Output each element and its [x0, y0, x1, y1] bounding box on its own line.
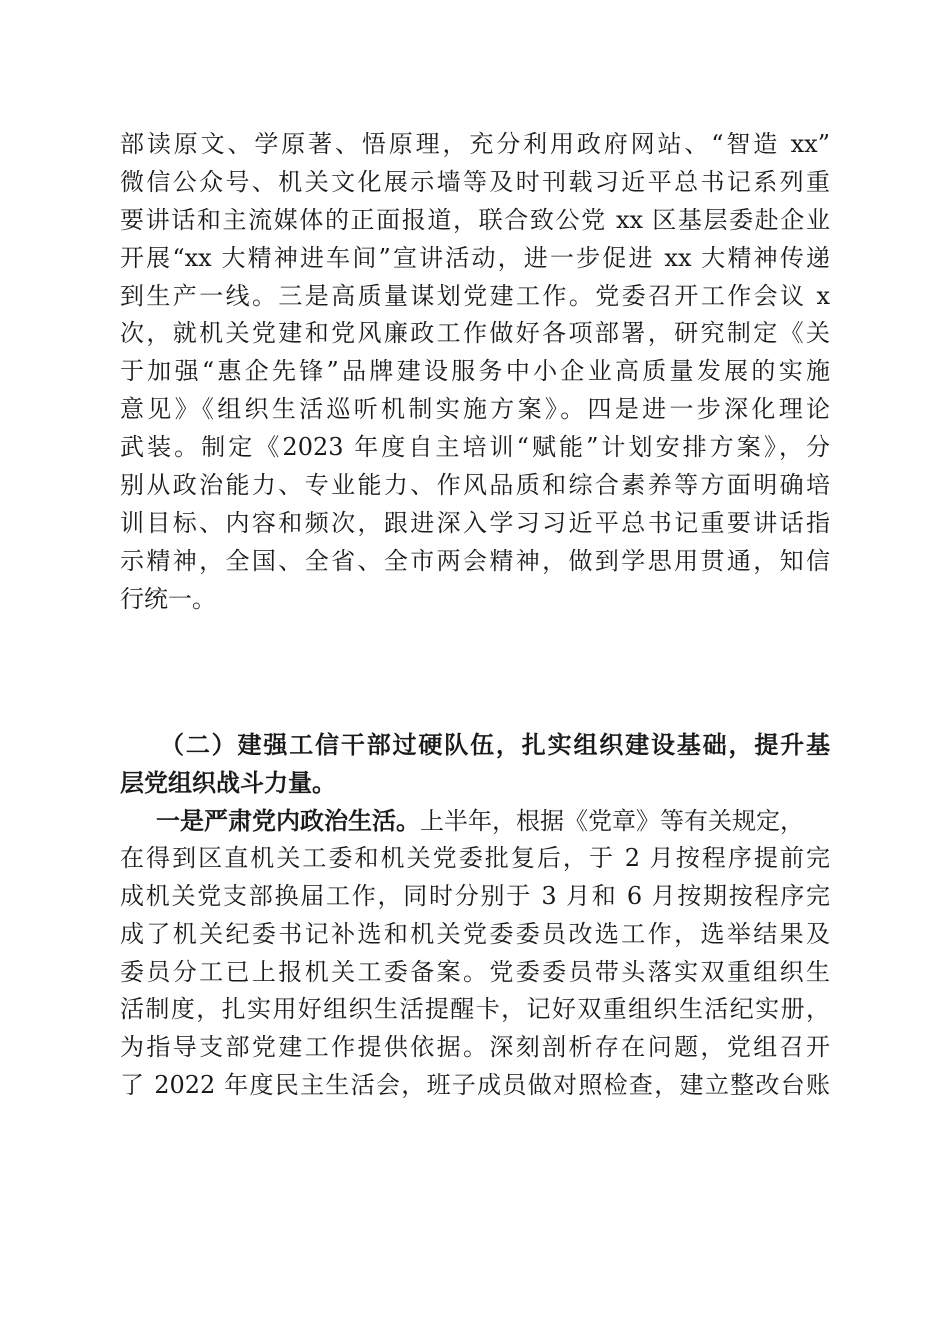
- text-line-first: [120, 802, 830, 840]
- text-line: 到生产一线。三是高质量谋划党建工作。党委召开工作会议 x: [120, 281, 830, 310]
- heading-line: 层党组织战斗力量。: [120, 767, 336, 797]
- text-line: 活制度，扎实用好组织生活提醒卡，记好双重组织生活纪实册，: [120, 995, 830, 1024]
- text-line: 在得到区直机关工委和机关党委批复后，于 2 月按程序提前完: [120, 843, 830, 872]
- text-line: 了 2022 年度民主生活会，班子成员做对照检查，建立整改台账: [120, 1071, 830, 1100]
- text-line: 开展“xx 大精神进车间”宣讲活动，进一步促进 xx 大精神传递: [120, 243, 830, 272]
- text-line: 意见》《组织生活巡听机制实施方案》。四是进一步深化理论: [120, 395, 830, 424]
- section-heading: [120, 726, 830, 802]
- text-line: 武装。制定《2023 年度自主培训“赋能”计划安排方案》，分: [120, 433, 830, 462]
- lead-continuation: 上半年，根据《党章》等有关规定，: [420, 807, 804, 835]
- text-line: 为指导支部党建工作提供依据。深刻剖析存在问题，党组召开: [120, 1033, 830, 1062]
- paragraph-continuation: [120, 126, 830, 619]
- text-line: 部读原文、学原著、悟原理，充分利用政府网站、“智造 xx”: [120, 130, 830, 158]
- heading-line: （二）建强工信干部过硬队伍，扎实组织建设基础，提升基: [160, 730, 830, 759]
- paragraph-body: [120, 802, 830, 1105]
- text-line: 行统一。: [120, 584, 216, 613]
- lead-phrase: 一是严肃党内政治生活。: [156, 806, 420, 835]
- text-line: 别从政治能力、专业能力、作风品质和综合素养等方面明确培: [120, 471, 830, 500]
- text-line: 成了机关纪委书记补选和机关党委委员改选工作，选举结果及: [120, 919, 830, 948]
- text-line: 次，就机关党建和党风廉政工作做好各项部署，研究制定《关: [120, 319, 830, 348]
- text-line: 训目标、内容和频次，跟进深入学习习近平总书记重要讲话指: [120, 508, 830, 537]
- text-line: 于加强“惠企先锋”品牌建设服务中小企业高质量发展的实施: [120, 357, 830, 386]
- text-line: 示精神，全国、全省、全市两会精神，做到学思用贯通，知信: [120, 546, 830, 575]
- text-line: 委员分工已上报机关工委备案。党委委员带头落实双重组织生: [120, 957, 830, 986]
- text-line: 成机关党支部换届工作，同时分别于 3 月和 6 月按期按程序完: [120, 881, 830, 910]
- text-line: 要讲话和主流媒体的正面报道，联合致公党 xx 区基层委赴企业: [120, 205, 830, 234]
- text-line: 微信公众号、机关文化展示墙等及时刊载习近平总书记系列重: [120, 167, 830, 196]
